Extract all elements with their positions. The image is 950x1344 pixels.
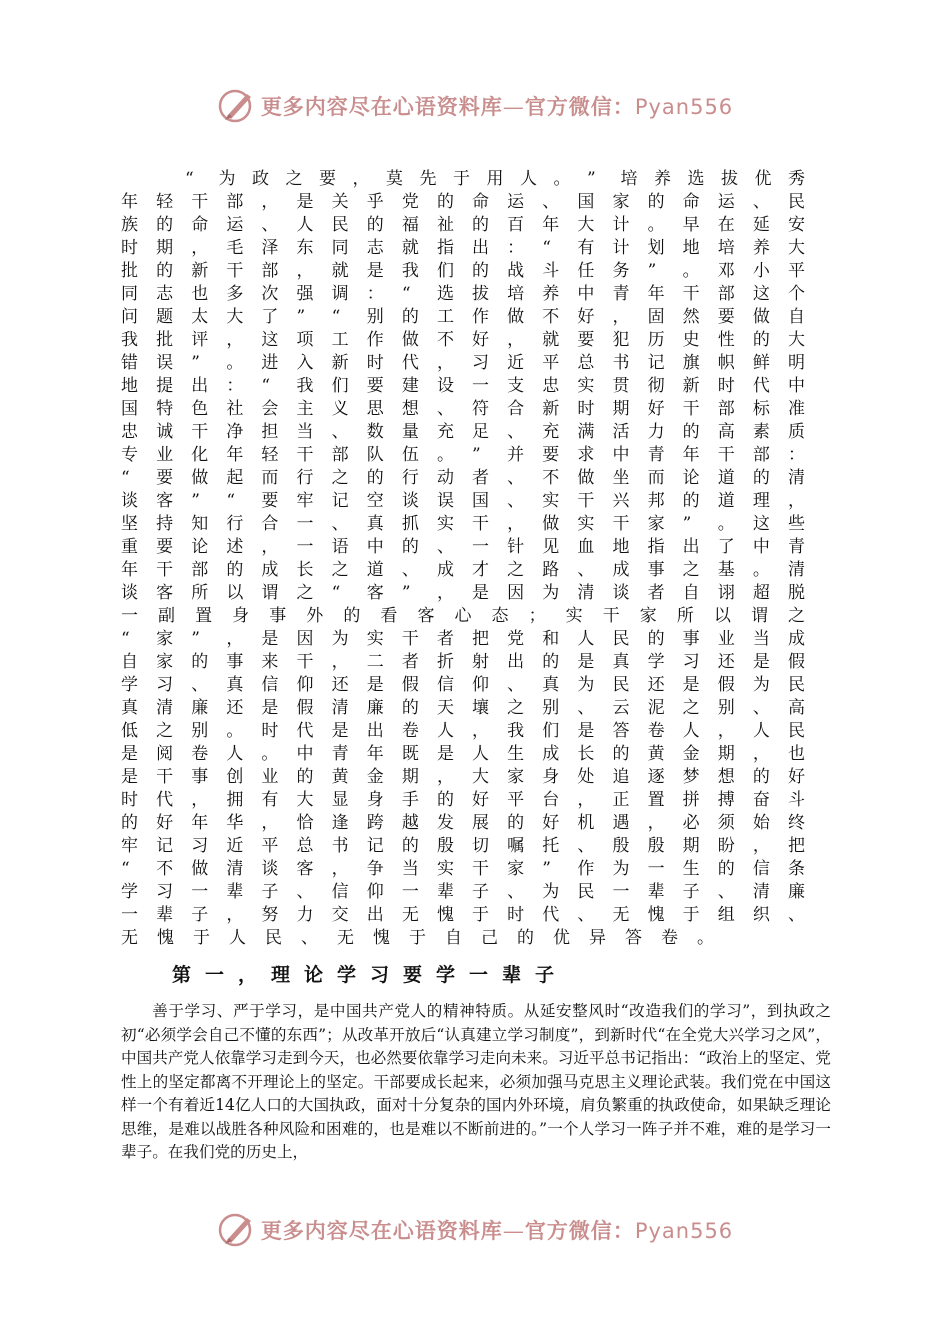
text-line: “ 不 做 清 谈 客 ， 争 当 实 干 家 ” 作 为 一 生 的 信 条 <box>121 859 805 879</box>
text-line: 一 副 置 身 事 外 的 看 客 心 态 ； 实 干 家 所 以 谓 之 <box>121 606 805 626</box>
banner-text: 更多内容尽在心语资料库—官方微信：Pyan556 <box>260 1218 734 1243</box>
section-heading: 第一，理论学习要学一辈子 <box>172 964 569 986</box>
text-line: 族 的 命 运 、 人 民 的 福 祉 的 百 年 大 计 。 早 在 延 安 <box>121 215 805 235</box>
pen-logo-icon <box>217 1210 257 1250</box>
footer-banner <box>0 1208 950 1252</box>
text-line: 自 家 的 事 来 干 ， 二 者 折 射 出 的 是 真 学 习 还 是 假 <box>121 652 805 672</box>
text-line: 同 志 也 多 次 强 调 ： “ 选 拔 培 养 中 青 年 干 部 这 个 <box>121 284 805 304</box>
text-line: 年 干 部 的 成 长 之 道 、 成 才 之 路 、 成 事 之 基 。 清 <box>121 560 805 580</box>
text-line: “ 为 政 之 要 ， 莫 先 于 用 人 。 ” 培 养 选 拔 优 秀 <box>185 169 805 189</box>
text-line: “ 要 做 起 而 行 之 的 行 动 者 、 不 做 坐 而 论 道 的 清 <box>121 468 805 488</box>
text-line: 学 习 一 辈 子 、 信 仰 一 辈 子 、 为 民 一 辈 子 、 清 廉 <box>121 882 805 902</box>
text-line: 批 的 新 干 部 ， 就 是 我 们 的 战 斗 任 务 ” 。 邓 小 平 <box>121 261 805 281</box>
text-line: 一 辈 子 ， 努 力 交 出 无 愧 于 时 代 、 无 愧 于 组 织 、 <box>121 905 805 925</box>
text-line: 错 误 ” 。 进 入 新 时 代 ， 习 近 平 总 书 记 旗 帜 鲜 明 <box>121 353 805 373</box>
text-line: 国 特 色 社 会 主 义 思 想 、 符 合 新 时 期 好 干 部 标 准 <box>121 399 805 419</box>
text-line: 坚 持 知 行 合 一 、 真 抓 实 干 ， 做 实 干 家 ” 。 这 些 <box>121 514 805 534</box>
text-line: 忠 诚 干 净 担 当 、 数 量 充 足 、 充 满 活 力 的 高 素 质 <box>121 422 805 442</box>
text-line: “ 家 ” ， 是 因 为 实 干 者 把 党 和 人 民 的 事 业 当 成 <box>121 629 805 649</box>
text-line: 重 要 论 述 ， 一 语 中 的 、 一 针 见 血 地 指 出 了 中 青 <box>121 537 805 557</box>
text-line: 是 干 事 创 业 的 黄 金 期 ， 大 家 身 处 追 逐 梦 想 的 好 <box>121 767 805 787</box>
text-line: 时 期 ， 毛 泽 东 同 志 就 指 出 ： “ 有 计 划 地 培 养 大 <box>121 238 805 258</box>
text-line: 学 习 、 真 信 仰 还 是 假 信 仰 、 真 为 民 还 是 假 为 民 <box>121 675 805 695</box>
body-paragraph: 善于学习、严于学习，是中国共产党人的精神特质。从延安整风时“改造我们的学习”，到执政之初“必须学会自己不懂的东西”；从改革开放后“认真建立学习制度”，到新时代“在全党大兴学习之风”，中国共产党人依靠学习走到今天，也必然要依靠学习走向未来。习近平总书记指出：“政治上的坚定、党性上的坚定都离不开理论上的坚定。干部要成长起来，必须加强马克思主义理论武装。我们党在中国这样一个有着近14亿人口的大国执政，面对十分复杂的国内外环境，肩负繁重的执政使命，如果缺乏理论思维，是难以战胜各种风险和困难的，也是难以不断前进的。”一个人学习一阵子并不难，难的是学习一辈子。在我们党的历史上， <box>121 1002 831 1161</box>
text-line: 专 业 化 年 轻 干 部 队 伍 。 ” 并 要 求 中 青 年 干 部 ： <box>121 445 805 465</box>
intro-paragraph <box>121 168 805 950</box>
text-line: 年 轻 干 部 ， 是 关 乎 党 的 命 运 、 国 家 的 命 运 、 民 <box>121 192 805 212</box>
text-line: 谈 客 所 以 谓 之 “ 客 ” ， 是 因 为 清 谈 者 自 诩 超 脱 <box>121 583 805 603</box>
text-line: 的 好 年 华 ， 恰 逢 跨 越 发 展 的 好 机 遇 ， 必 须 始 终 <box>121 813 805 833</box>
text-line: 地 提 出 ： “ 我 们 要 建 设 一 支 忠 实 贯 彻 新 时 代 中 <box>121 376 805 396</box>
text-line: 无 愧 于 人 民 、 无 愧 于 自 己 的 优 异 答 卷 。 <box>121 928 714 948</box>
text-line: 谈 客 ” “ 要 牢 记 空 谈 误 国 、 实 干 兴 邦 的 道 理 ， <box>121 491 805 511</box>
text-line: 低 之 别 。 时 代 是 出 卷 人 ， 我 们 是 答 卷 人 ， 人 民 <box>121 721 805 741</box>
text-line: 牢 记 习 近 平 总 书 记 的 殷 切 嘱 托 、 殷 殷 期 盼 ， 把 <box>121 836 805 856</box>
text-line: 是 阅 卷 人 。 中 青 年 既 是 人 生 成 长 的 黄 金 期 ， 也 <box>121 744 805 764</box>
banner-text: 更多内容尽在心语资料库—官方微信：Pyan556 <box>260 94 734 119</box>
text-line: 真 清 廉 还 是 假 清 廉 的 天 壤 之 别 、 云 泥 之 别 、 高 <box>121 698 805 718</box>
text-line: 时 代 ， 拥 有 大 显 身 手 的 好 平 台 ， 正 置 拼 搏 奋 斗 <box>121 790 805 810</box>
text-line: 我 批 评 ， 这 项 工 作 做 不 好 ， 就 要 犯 历 史 性 的 大 <box>121 330 805 350</box>
text-line: 问 题 太 大 了 ” “ 别 的 工 作 做 不 好 ， 固 然 要 做 自 <box>121 307 805 327</box>
header-banner <box>0 84 950 128</box>
pen-logo-icon <box>217 86 257 126</box>
